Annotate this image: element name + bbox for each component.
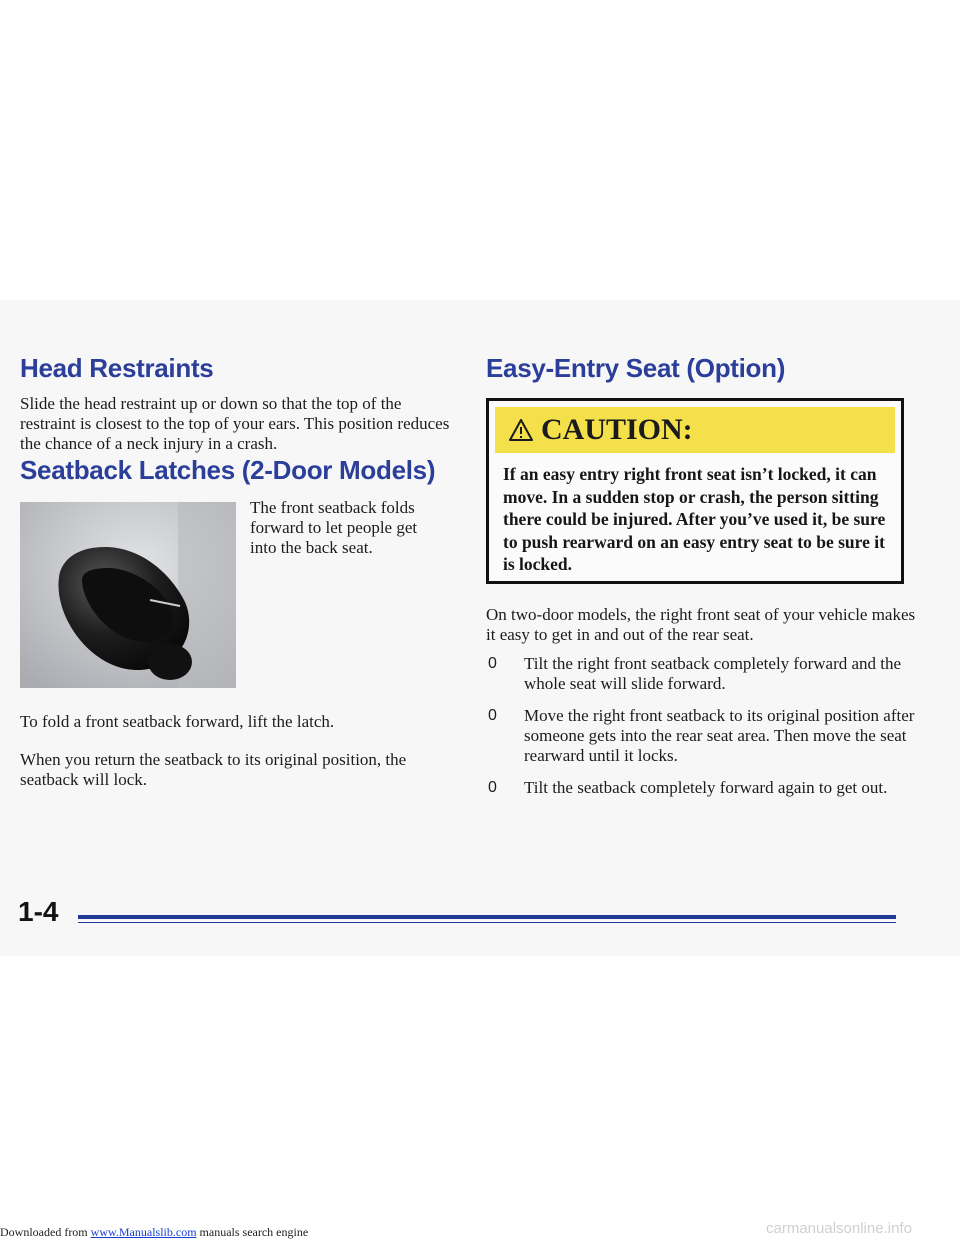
list-item xyxy=(486,706,916,766)
manualslib-link[interactable]: www.Manualslib.com xyxy=(90,1225,197,1239)
bullet: 0 xyxy=(488,707,497,724)
list-item xyxy=(486,778,916,798)
download-banner xyxy=(0,1225,308,1240)
seatback-side-text: The front seatback folds forward to let people get into the back seat. xyxy=(250,498,418,557)
page-number: 1-4 xyxy=(18,896,59,927)
fold-instruction: To fold a front seatback forward, lift the latch. xyxy=(20,712,335,731)
latch-illustration xyxy=(20,502,236,688)
head-restraints-title: Head Restraints xyxy=(20,353,214,383)
caution-header xyxy=(495,407,895,453)
head-restraints-text: Slide the head restraint up or down so that the top of the restraint is closest to the top of your ears. This position reduces the chance of a neck injury in a crash. xyxy=(20,394,450,453)
bullet: 0 xyxy=(488,655,497,672)
caution-box xyxy=(486,398,904,584)
list-item xyxy=(486,654,916,694)
return-instruction: When you return the seatback to its original position, the seatback will lock. xyxy=(20,750,407,789)
warning-triangle-icon xyxy=(509,419,533,441)
step-text: Tilt the right front seatback completely forward and the whole seat will slide forward. xyxy=(524,654,902,693)
footer-rule xyxy=(78,915,896,919)
site-watermark: carmanualsonline.info xyxy=(766,1220,912,1237)
bullet: 0 xyxy=(488,779,497,796)
easy-entry-title: Easy-Entry Seat (Option) xyxy=(486,353,786,383)
download-suffix: manuals search engine xyxy=(199,1225,309,1239)
easy-entry-steps xyxy=(486,654,916,810)
easy-entry-intro: On two-door models, the right front seat of your vehicle makes it easy to get in and out of the rear seat. xyxy=(486,605,916,644)
download-prefix: Downloaded from xyxy=(0,1225,88,1239)
caution-text: If an easy entry right front seat isn’t locked, it can move. In a sudden stop or crash, the person sitting there could be injured. After you’ve used it, be sure to push rearward on an easy entry seat to be sure it is locked. xyxy=(503,464,886,574)
footer-rule-thin xyxy=(78,922,896,923)
caution-label: CAUTION: xyxy=(541,413,693,446)
seatback-latch-photo xyxy=(20,502,236,688)
step-text: Tilt the seatback completely forward again to get out. xyxy=(524,778,888,797)
step-text: Move the right front seatback to its original position after someone gets into the rear seat area. Then move the seat rearward until it locks. xyxy=(524,706,915,765)
seatback-latches-title: Seatback Latches (2-Door Models) xyxy=(20,455,436,485)
